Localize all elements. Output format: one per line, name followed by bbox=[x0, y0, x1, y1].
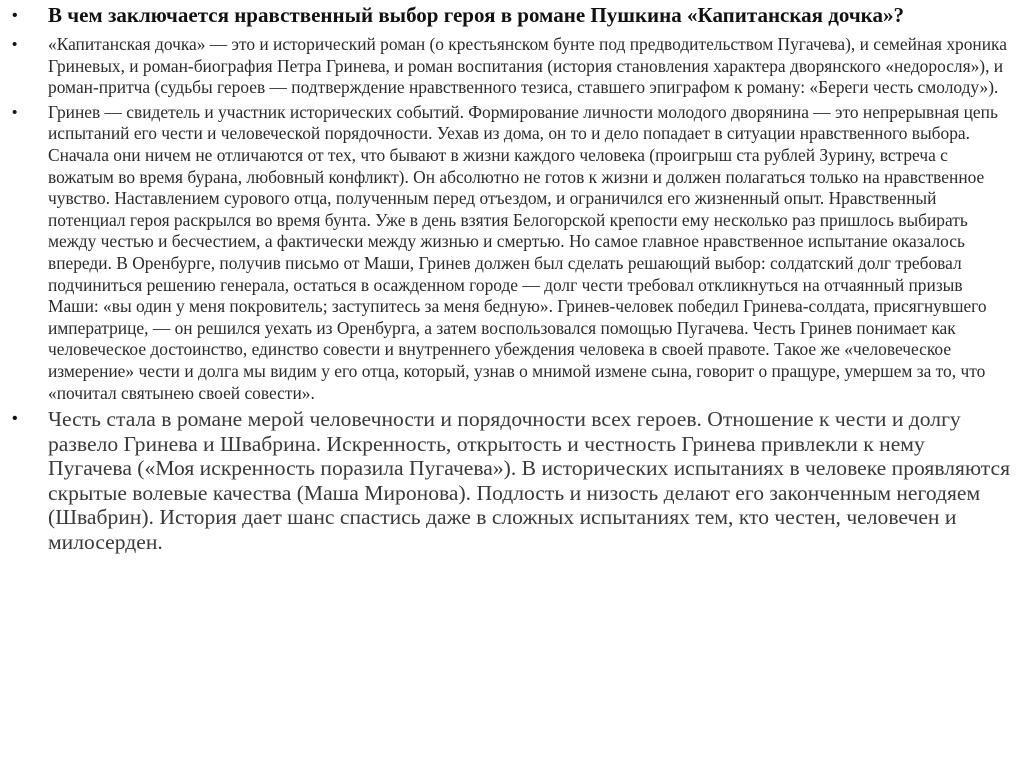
paragraph-genre bbox=[12, 34, 1012, 99]
paragraph-text: Гринев — свидетель и участник исторических событий. Формирование личности молодого дворянина — это непрерывная цепь испытаний его чести и человеческой порядочности. Уехав из дома, он то и дело попадает в ситуации нравственного выбора. Сначала они ничем не отличаются от тех, что бывают в жизни каждого человека (проигрыш ста рублей Зурину, встреча с вожатым во время бурана, любовный конфликт). Он абсолютно не готов к жизни и должен полагаться только на нравственное чувство. Наставлением сурового отца, полученным перед отъездом, и ограничился его жизненный опыт. Нравственный потенциал героя раскрылся во время бунта. Уже в день взятия Белогорской крепости ему несколько раз пришлось выбирать между честью и бесчестием, а фактически между жизнью и смертью. Но самое главное нравственное испытание оказалось впереди. В Оренбурге, получив письмо от Маши, Гринев должен был сделать решающий выбор: солдатский долг требовал подчиниться решению генерала, остаться в осажденном городе — долг чести требовал откликнуться на отчаянный призыв Маши: «вы один у меня покровитель; заступитесь за меня бедную». Гринев-человек победил Гринева-солдата, присягнувшего императрице, — он решился уехать из Оренбурга, а затем воспользовался помощью Пугачева. Честь Гринев понимает как человеческое достоинство, единство совести и внутреннего убеждения человека в своей правоте. Такое же «человеческое измерение» чести и долга мы видим у его отца, который, узнав о мнимой измене сына, говорит о пращуре, умершем за то, что «почитал святынею своей совести». bbox=[48, 101, 998, 403]
bullet-icon: • bbox=[12, 103, 18, 121]
bullet-list bbox=[12, 3, 1012, 555]
bullet-icon: • bbox=[12, 410, 18, 428]
paragraph-text: «Капитанская дочка» — это и исторический роман (о крестьянском бунте под предводительством Пугачева), и семейная хроника Гриневых, и роман-биография Петра Гринева, и роман воспитания (история становления характера дворянского «недоросля»), и роман-притча (судьбы героев — подтверждение нравственного тезиса, ставшего эпиграфом к роману: «Береги честь смолоду»). bbox=[48, 34, 1007, 98]
paragraph-text: Честь стала в романе мерой человечности и порядочности всех героев. Отношение к чести и долгу развело Гринева и Швабрина. Искренность, открытость и честность Гринева привлекли к нему Пугачева («Моя искренность поразила Пугачева»). В исторических испытаниях в человеке проявляются скрытые волевые качества (Маша Миронова). Подлость и низость делают его законченным негодяем (Швабрин). История дает шанс спастись даже в сложных испытаниях тем, кто честен, человечен и милосерден. bbox=[48, 407, 1011, 555]
paragraph-grinev bbox=[12, 102, 1012, 404]
slide-title bbox=[12, 3, 1012, 28]
paragraph-honor bbox=[12, 407, 1012, 555]
title-text: В чем заключается нравственный выбор героя в романе Пушкина «Капитанская дочка»? bbox=[48, 3, 904, 27]
bullet-icon: • bbox=[12, 7, 18, 24]
bullet-icon: • bbox=[12, 36, 18, 53]
